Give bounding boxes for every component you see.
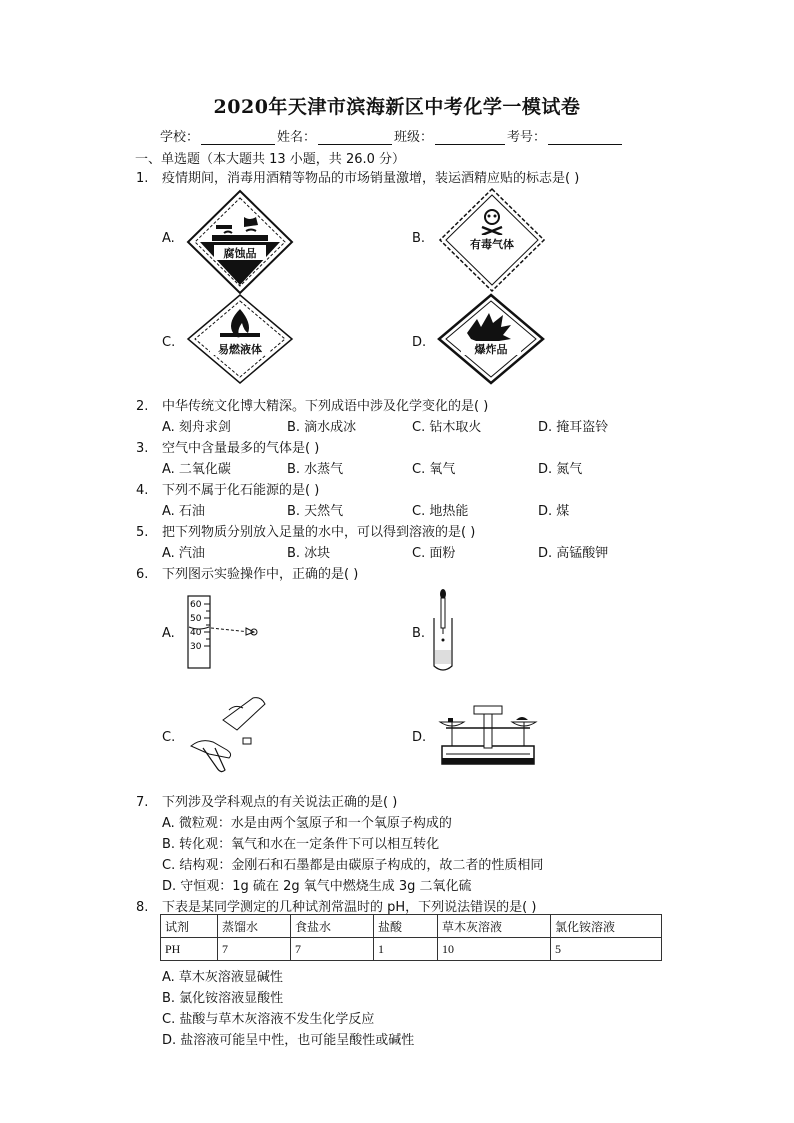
- q8-option-b[interactable]: B. 氯化铵溶液显酸性: [162, 991, 284, 1006]
- question-number: 1.: [136, 171, 149, 186]
- question-text: 下列图示实验操作中，正确的是( ): [162, 567, 359, 582]
- q6-option-c-label: C.: [162, 730, 176, 745]
- table-row: [161, 938, 662, 961]
- toxic-gas-sign-icon: [438, 187, 546, 293]
- question-3: [136, 437, 319, 456]
- table-header-cell: 试剂: [161, 915, 218, 938]
- ph-table: [160, 914, 662, 961]
- q3-option-d[interactable]: D. 氮气: [538, 462, 583, 477]
- scale-label-40: 40: [190, 628, 202, 638]
- question-text: 疫情期间，消毒用酒精等物品的市场销量激增，装运酒精应贴的标志是( ): [162, 171, 580, 186]
- table-header-row: [161, 915, 662, 938]
- table-cell: 10: [438, 938, 551, 961]
- class-blank: [435, 130, 505, 145]
- table-cell: 7: [291, 938, 374, 961]
- balance-scale-icon: [436, 700, 540, 768]
- name-blank: [318, 130, 392, 145]
- question-number: 7.: [136, 795, 149, 810]
- q4-option-a[interactable]: A. 石油: [162, 504, 205, 519]
- class-label: 班级：: [394, 130, 434, 145]
- q3-option-b[interactable]: B. 水蒸气: [287, 462, 344, 477]
- number-blank: [548, 130, 622, 145]
- question-text: 空气中含量最多的气体是( ): [162, 441, 320, 456]
- question-number: 2.: [136, 399, 149, 414]
- table-cell: 1: [374, 938, 438, 961]
- q4-option-b[interactable]: B. 天然气: [287, 504, 344, 519]
- question-number: 3.: [136, 441, 149, 456]
- q1-option-c-label: C.: [162, 335, 176, 350]
- scale-label-60: 60: [190, 600, 202, 610]
- question-7: [136, 791, 397, 810]
- question-text: 下列不属于化石能源的是( ): [162, 483, 320, 498]
- flammable-liquid-sign-icon: [186, 293, 294, 385]
- q7-option-b[interactable]: B. 转化观：氧气和水在一定条件下可以相互转化: [162, 837, 440, 852]
- q2-option-a[interactable]: A. 刻舟求剑: [162, 420, 231, 435]
- toxic-gas-sign-text: 有毒气体: [470, 238, 514, 251]
- question-6: [136, 563, 358, 582]
- corrosive-sign-icon: [186, 189, 294, 295]
- q1-option-d-label: D.: [412, 335, 427, 350]
- question-text: 下列涉及学科观点的有关说法正确的是( ): [162, 795, 398, 810]
- question-number: 5.: [136, 525, 149, 540]
- q4-option-c[interactable]: C. 地热能: [412, 504, 469, 519]
- q6-option-d-label: D.: [412, 730, 427, 745]
- q7-option-d[interactable]: D. 守恒观：1g 硫在 2g 氧气中燃烧生成 3g 二氧化硫: [162, 879, 472, 894]
- table-header-cell: 蒸馏水: [218, 915, 291, 938]
- section-heading: 一、单选题（本大题共 13 小题，共 26.0 分）: [135, 152, 406, 167]
- pouring-liquid-icon: [185, 690, 275, 780]
- q2-option-d[interactable]: D. 掩耳盗铃: [538, 420, 609, 435]
- number-label: 考号：: [507, 130, 547, 145]
- q8-option-d[interactable]: D. 盐溶液可能呈中性，也可能呈酸性或碱性: [162, 1033, 415, 1048]
- school-label: 学校：: [160, 130, 200, 145]
- question-number: 6.: [136, 567, 149, 582]
- q5-option-a[interactable]: A. 汽油: [162, 546, 205, 561]
- table-cell: PH: [161, 938, 218, 961]
- q6-option-b-label: B.: [412, 626, 426, 641]
- q8-option-a[interactable]: A. 草木灰溶液显碱性: [162, 970, 283, 985]
- table-header-cell: 草木灰溶液: [438, 915, 551, 938]
- scale-label-50: 50: [190, 614, 202, 624]
- dropper-test-tube-icon: [428, 588, 458, 674]
- q5-option-d[interactable]: D. 高锰酸钾: [538, 546, 609, 561]
- explosive-sign-icon: [437, 293, 545, 385]
- q5-option-b[interactable]: B. 冰块: [287, 546, 331, 561]
- question-4: [136, 479, 319, 498]
- question-number: 4.: [136, 483, 149, 498]
- question-text: 中华传统文化博大精深。下列成语中涉及化学变化的是( ): [162, 399, 489, 414]
- flammable-liquid-sign-text: 易燃液体: [218, 343, 262, 356]
- q5-option-c[interactable]: C. 面粉: [412, 546, 456, 561]
- corrosive-sign-text: 腐蚀品: [223, 247, 257, 260]
- q7-option-c[interactable]: C. 结构观：金刚石和石墨都是由碳原子构成的，故二者的性质相同: [162, 858, 544, 873]
- table-header-cell: 盐酸: [374, 915, 438, 938]
- question-text: 下表是某同学测定的几种试剂常温时的 pH，下列说法错误的是( ): [162, 900, 537, 915]
- q6-option-a-label: A.: [162, 626, 175, 641]
- table-header-cell: 食盐水: [291, 915, 374, 938]
- question-2: [136, 395, 488, 414]
- graduated-cylinder-icon: [180, 594, 270, 670]
- q2-option-b[interactable]: B. 滴水成冰: [287, 420, 357, 435]
- name-label: 姓名：: [277, 130, 317, 145]
- page-title: 2020年天津市滨海新区中考化学一模试卷: [213, 96, 581, 118]
- question-1: [136, 167, 579, 186]
- question-text: 把下列物质分别放入足量的水中，可以得到溶液的是( ): [162, 525, 476, 540]
- q4-option-d[interactable]: D. 煤: [538, 504, 570, 519]
- question-8: [136, 896, 536, 915]
- q7-option-a[interactable]: A. 微粒观：水是由两个氢原子和一个氧原子构成的: [162, 816, 452, 831]
- q2-option-c[interactable]: C. 钻木取火: [412, 420, 482, 435]
- scale-label-30: 30: [190, 642, 202, 652]
- q1-option-a-label: A.: [162, 231, 175, 246]
- q8-option-c[interactable]: C. 盐酸与草木灰溶液不发生化学反应: [162, 1012, 375, 1027]
- table-cell: 7: [218, 938, 291, 961]
- q1-option-b-label: B.: [412, 231, 426, 246]
- table-header-cell: 氯化铵溶液: [551, 915, 662, 938]
- question-number: 8.: [136, 900, 149, 915]
- explosive-sign-text: 爆炸品: [474, 343, 508, 356]
- table-cell: 5: [551, 938, 662, 961]
- school-blank: [201, 130, 275, 145]
- student-info-line: [160, 126, 624, 145]
- q3-option-c[interactable]: C. 氧气: [412, 462, 456, 477]
- question-5: [136, 521, 475, 540]
- q3-option-a[interactable]: A. 二氧化碳: [162, 462, 231, 477]
